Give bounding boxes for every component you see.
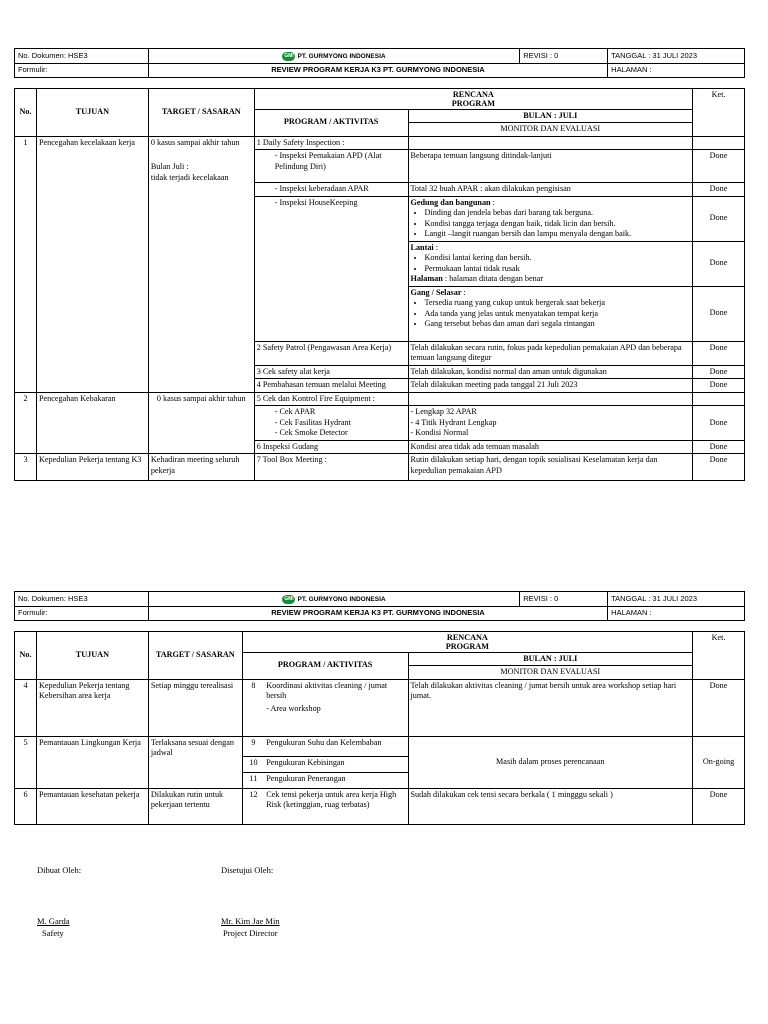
program-number: 11: [242, 772, 264, 788]
row-tujuan: Pencegahan kecelakaan kerja: [36, 136, 148, 392]
table-row: [15, 679, 745, 736]
program-item: - Inspeksi keberadaan APAR: [254, 183, 408, 197]
program-subitem: - Cek Fasilitas Hydrant: [274, 417, 351, 427]
program-item: Pengukuran Suhu dan Kelembaban: [264, 736, 408, 756]
col-no: No.: [15, 631, 37, 679]
monitor-cell: Rutin dilakukan setiap hari, dengan topik sosialisasi Keselamatan kerja dan kepedulian pemakaian APD: [408, 454, 693, 481]
company-logo-text: PT. GURMYONG INDONESIA: [297, 595, 386, 603]
lantai-list: [411, 253, 691, 274]
col-program: PROGRAM / AKTIVITAS: [254, 109, 408, 136]
monitor-cell: Gedung dan bangunan : • Dinding dan jendela bebas dari barang tak berguna. • Kondisi tangga terjaga dengan baik, tidak licin dan bersih. • Langit –langit ruangan bersih dan lampu menyala dengan baik.: [408, 196, 693, 241]
row-number: 2: [15, 392, 37, 454]
row-tujuan: Pencegahan Kebakaran: [36, 392, 148, 454]
status-done: Done: [693, 454, 745, 481]
col-target: TARGET / SASARAN: [148, 88, 254, 136]
program-item: 2 Safety Patrol (Pengawasan Area Kerja): [254, 341, 408, 365]
monitor-cell: Telah dilakukan aktivitas cleaning / jumat bersih untuk area workshop setiap hari jumat.: [408, 679, 693, 736]
row-number: 4: [15, 679, 37, 736]
row-target: [148, 136, 254, 392]
target-month: Bulan Juli :: [150, 162, 189, 171]
row-target: Kehadiran meeting seluruh pekerja: [148, 454, 254, 481]
row-target: Dilakukan rutin untuk pekerjaan tertentu: [148, 788, 242, 824]
approved-by-label: Disetujui Oleh:: [221, 865, 274, 875]
date: TANGGAL : 31 JULI 2023: [608, 49, 745, 64]
target-month-text: tidak terjadi kecelakaan: [150, 172, 229, 182]
program-table-1: [14, 88, 745, 482]
document-header: [14, 591, 745, 621]
col-ket: Ket.: [693, 631, 745, 679]
monitor-line: - 4 Titik Hydrant Lengkap: [410, 417, 497, 427]
program-item: 4 Pembahasan temuan melalui Meeting: [254, 379, 408, 393]
status-done: Done: [693, 788, 745, 824]
company-logo-icon: GMI: [284, 596, 294, 602]
list-item: • Langit –langit ruangan bersih dan lampu menyala dengan baik.: [425, 229, 691, 240]
program-number: 9: [242, 736, 264, 756]
col-tujuan: TUJUAN: [36, 631, 148, 679]
monitor-line: - Lengkap 32 APAR: [410, 407, 477, 416]
form-label: Formulir:: [15, 606, 149, 620]
col-bulan: BULAN : JULI: [408, 652, 693, 666]
status-done: Done: [693, 365, 745, 379]
monitor-cell: Telah dilakukan secara rutin, fokus pada kepedulian pemakaian APD dan beberapa temuan langsung ditegur: [408, 341, 693, 365]
program-table-2: [14, 631, 745, 825]
row-tujuan: Kepedulian Pekerja tentang Kebersihan area kerja: [36, 679, 148, 736]
status-done: Done: [693, 150, 745, 183]
col-rencana: RENCANA PROGRAM: [242, 631, 692, 652]
col-ket: Ket.: [693, 88, 745, 136]
revision: REVISI : 0: [520, 592, 608, 607]
document-header: [14, 48, 745, 78]
program-subitem: - Cek APAR: [274, 407, 316, 416]
ket-cell: [693, 392, 745, 406]
housekeeping-gedung: Gedung dan bangunan: [410, 197, 491, 207]
table-row: [15, 136, 745, 150]
row-tujuan: Kepedulian Pekerja tentang K3: [36, 454, 148, 481]
monitor-cell: Beberapa temuan langsung ditindak-lanjuti: [408, 150, 693, 183]
list-item: • Kondisi lantai kering dan bersih.: [425, 253, 691, 264]
approved-by-name: Mr. Kim Jae Min: [221, 916, 280, 926]
program-item: 1 Daily Safety Inspection :: [254, 136, 408, 150]
row-number: 1: [15, 136, 37, 392]
status-done: Done: [693, 341, 745, 365]
col-no: No.: [15, 88, 37, 136]
col-program: PROGRAM / AKTIVITAS: [242, 652, 408, 679]
row-target: Setiap minggu terealisasi: [148, 679, 242, 736]
table-row: [15, 454, 745, 481]
monitor-cell: [408, 406, 693, 441]
row-number: 3: [15, 454, 37, 481]
revision: REVISI : 0: [520, 49, 608, 64]
program-item: 6 Inspeksi Gudang: [254, 440, 408, 454]
housekeeping-halaman: Halaman: [410, 274, 443, 283]
table-row: [15, 788, 745, 824]
row-number: 5: [15, 736, 37, 788]
monitor-cell: [408, 136, 693, 150]
status-done: Done: [693, 379, 745, 393]
document-title: REVIEW PROGRAM KERJA K3 PT. GURMYONG INDONESIA: [148, 63, 607, 77]
program-item: Cek tensi pekerja untuk area kerja High Risk (ketinggian, ruag terbatas): [264, 788, 408, 824]
row-tujuan: Pemantauan Lingkungan Kerja: [36, 736, 148, 788]
program-item: 3 Cek safety alat kerja: [254, 365, 408, 379]
program-item: [264, 679, 408, 736]
list-item: • Gang tersebut bebas dan aman dari segala rintangan: [425, 319, 691, 330]
list-item: • Permukaan lantai tidak rusak: [425, 264, 691, 275]
col-monitor: MONITOR DAN EVALUASI: [408, 123, 693, 137]
made-by-role: Safety: [42, 928, 64, 938]
monitor-cell: [408, 392, 693, 406]
housekeeping-lantai: Lantai: [410, 242, 434, 252]
monitor-line: - Kondisi Normal: [410, 428, 469, 437]
halaman-text: : halaman ditata dengan benar: [444, 274, 544, 283]
company-logo: [148, 49, 519, 64]
program-number: 10: [242, 756, 264, 772]
program-number: 12: [242, 788, 264, 824]
company-logo: [148, 592, 519, 607]
program-number: 8: [242, 679, 264, 736]
col-bulan: BULAN : JULI: [408, 109, 693, 123]
program-subitem: - Cek Smoke Detector: [274, 428, 348, 437]
company-logo-text: PT. GURMYONG INDONESIA: [297, 52, 386, 60]
date: TANGGAL : 31 JULI 2023: [608, 592, 745, 607]
gang-list: [411, 298, 691, 330]
document-title: REVIEW PROGRAM KERJA K3 PT. GURMYONG INDONESIA: [148, 606, 607, 620]
row-target: Terlaksana sesuai dengan jadwal: [148, 736, 242, 788]
housekeeping-gang: Gang / Selasar: [410, 287, 462, 297]
monitor-cell: Total 32 buah APAR : akan dilakukan pengisisan: [408, 183, 693, 197]
monitor-cell: Lantai : • Kondisi lantai kering dan bersih. • Permukaan lantai tidak rusak Halaman : halaman ditata dengan benar: [408, 241, 693, 286]
status-ongoing: On-going: [693, 736, 745, 788]
table-row: [15, 736, 745, 756]
program-subitem: - Area workshop: [266, 703, 321, 713]
form-label: Formulir:: [15, 63, 149, 77]
monitor-cell: Masih dalam proses perencanaan: [408, 736, 693, 788]
program-item: Pengukuran Kebisingan: [264, 756, 408, 772]
row-number: 6: [15, 788, 37, 824]
program-item: 5 Cek dan Kontrol Fire Equipment :: [254, 392, 408, 406]
col-rencana: RENCANA PROGRAM: [254, 88, 692, 109]
company-logo-icon: GMI: [284, 53, 294, 59]
monitor-cell: Telah dilakukan meeting pada tanggal 21 Juli 2023: [408, 379, 693, 393]
col-target: TARGET / SASARAN: [148, 631, 242, 679]
monitor-cell: Kondisi area tidak ada temuan masalah: [408, 440, 693, 454]
program-item: - Inspeksi Pemakaian APD (Alat Pelindung Diri): [254, 150, 408, 183]
program-item: Pengukuran Penerangan: [264, 772, 408, 788]
monitor-cell: Sudah dilakukan cek tensi secara berkala ( 1 mingggu sekali ): [408, 788, 693, 824]
row-tujuan: Pemantauan kesehatan pekerja: [36, 788, 148, 824]
made-by-label: Dibuat Oleh:: [37, 865, 82, 875]
status-done: Done: [693, 286, 745, 341]
page-section-2: [14, 591, 745, 825]
status-done: Done: [693, 241, 745, 286]
list-item: • Tersedia ruang yang cukup untuk bergerak saat bekerja: [425, 298, 691, 309]
gedung-list: [411, 208, 691, 240]
monitor-cell: Telah dilakukan, kondisi normal dan aman untuk digunakan: [408, 365, 693, 379]
col-tujuan: TUJUAN: [36, 88, 148, 136]
doc-number: No. Dokumen: HSE3: [15, 49, 149, 64]
page-label: HALAMAN :: [608, 63, 745, 77]
status-done: Done: [693, 196, 745, 241]
status-done: Done: [693, 406, 745, 441]
made-by-name: M. Garda: [37, 916, 70, 926]
page-label: HALAMAN :: [608, 606, 745, 620]
program-item: 7 Tool Box Meeting :: [254, 454, 408, 481]
target-text: 0 kasus sampai akhir tahun: [150, 137, 240, 147]
doc-number: No. Dokumen: HSE3: [15, 592, 149, 607]
list-item: • Kondisi tangga terjaga dengan baik, tidak licin dan bersih.: [425, 219, 691, 230]
list-item: • Ada tanda yang jelas untuk menyatakan tempat kerja: [425, 309, 691, 320]
program-item: - Inspeksi HouseKeeping: [254, 196, 408, 341]
row-target: 0 kasus sampai akhir tahun: [148, 392, 254, 454]
status-done: Done: [693, 183, 745, 197]
status-done: Done: [693, 440, 745, 454]
ket-cell: [693, 136, 745, 150]
page-section-1: [14, 48, 745, 481]
col-monitor: MONITOR DAN EVALUASI: [408, 666, 693, 680]
approved-by-role: Project Director: [223, 928, 278, 938]
list-item: • Dinding dan jendela bebas dari barang tak berguna.: [425, 208, 691, 219]
status-done: Done: [693, 679, 745, 736]
program-item: [254, 406, 408, 441]
monitor-cell: Gang / Selasar : • Tersedia ruang yang cukup untuk bergerak saat bekerja • Ada tanda yang jelas untuk menyatakan tempat kerja • Gang tersebut bebas dan aman dari segala rintangan: [408, 286, 693, 341]
table-row: [15, 392, 745, 406]
program-text: Koordinasi aktivitas cleaning / jumat bersih: [266, 680, 388, 700]
